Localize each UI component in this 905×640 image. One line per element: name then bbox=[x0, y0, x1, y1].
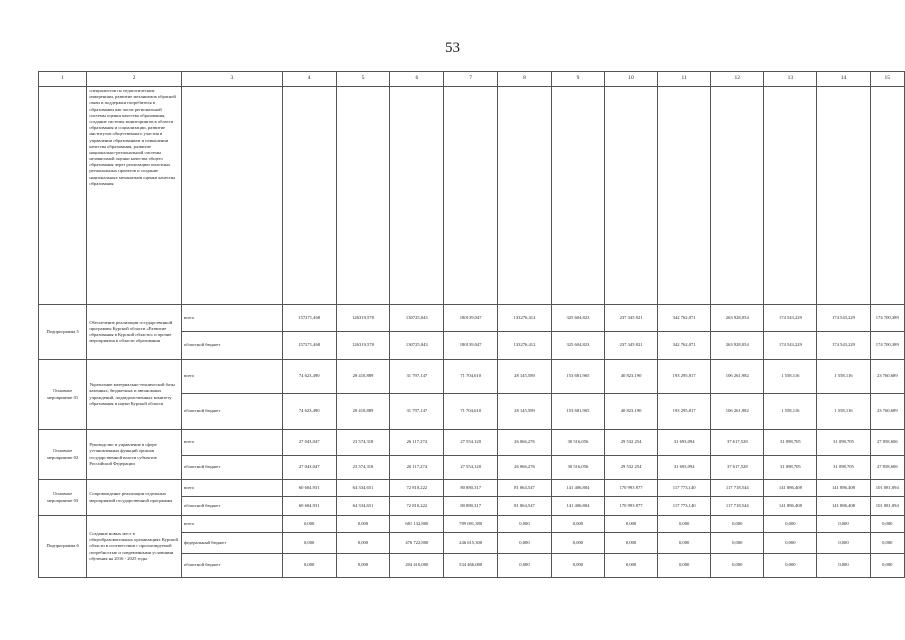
column-header: 10 bbox=[605, 72, 658, 87]
column-header: 1 bbox=[39, 72, 87, 87]
value-cell: 26 117,274 bbox=[390, 456, 444, 480]
value-cell: 170 993 877 bbox=[605, 497, 658, 516]
value-cell: 126319,578 bbox=[336, 332, 390, 360]
value-cell: 26 066,276 bbox=[498, 456, 552, 480]
value-cell: 170 993 877 bbox=[605, 480, 658, 497]
value-cell: 0,000 bbox=[764, 516, 817, 533]
value-cell: 31 098,705 bbox=[817, 456, 870, 480]
value-cell: 27 554,120 bbox=[444, 430, 498, 456]
value-cell: 246 615,300 bbox=[444, 533, 498, 554]
column-header: 11 bbox=[658, 72, 711, 87]
column-header: 2 bbox=[87, 72, 182, 87]
value-cell: 126319,578 bbox=[336, 305, 390, 332]
value-cell: 141 886,408 bbox=[817, 497, 870, 516]
value-cell: 80 880,317 bbox=[444, 480, 498, 497]
funding-source: областной бюджет bbox=[181, 394, 282, 430]
value-cell: 0,000 bbox=[870, 554, 904, 578]
value-cell: 28 410,889 bbox=[336, 360, 390, 394]
column-header: 13 bbox=[764, 72, 817, 87]
funding-source: областной бюджет bbox=[181, 456, 282, 480]
empty-cell bbox=[551, 87, 604, 305]
value-cell: 1 558,116 bbox=[764, 360, 817, 394]
value-cell: 0,000 bbox=[336, 516, 390, 533]
value-cell: 0,000 bbox=[498, 554, 552, 578]
empty-cell bbox=[39, 87, 87, 305]
value-cell: 0,000 bbox=[282, 533, 336, 554]
value-cell: 27 043,047 bbox=[282, 430, 336, 456]
table-row bbox=[39, 305, 905, 332]
funding-source: всего bbox=[181, 516, 282, 533]
empty-cell bbox=[181, 87, 282, 305]
value-cell: 26 066,276 bbox=[498, 430, 552, 456]
value-cell: 81 064,547 bbox=[498, 497, 552, 516]
budget-table bbox=[38, 71, 905, 578]
value-cell: 106 261,982 bbox=[711, 394, 764, 430]
value-cell: 130725,043 bbox=[390, 305, 444, 332]
value-cell: 174 543,229 bbox=[764, 332, 817, 360]
value-cell: 0,000 bbox=[498, 533, 552, 554]
column-header: 5 bbox=[336, 72, 390, 87]
empty-cell bbox=[444, 87, 498, 305]
column-header: 7 bbox=[444, 72, 498, 87]
value-cell: 0,000 bbox=[498, 516, 552, 533]
value-cell: 106 261,982 bbox=[711, 360, 764, 394]
empty-cell bbox=[764, 87, 817, 305]
value-cell: 117 773,140 bbox=[658, 497, 711, 516]
value-cell: 60 604,931 bbox=[282, 480, 336, 497]
program-label: Основное мероприятие 01 bbox=[39, 360, 87, 430]
value-cell: 342 762,071 bbox=[658, 332, 711, 360]
value-cell: 681 132,800 bbox=[390, 516, 444, 533]
continuation-row bbox=[39, 87, 905, 305]
value-cell: 81 064,547 bbox=[498, 480, 552, 497]
program-name: Обеспечение реализации государственной программы Курской области «Развитие образования в Курской области» и прочие мероприятия в области образования bbox=[87, 305, 182, 360]
funding-source: всего bbox=[181, 305, 282, 332]
column-header: 15 bbox=[870, 72, 904, 87]
column-header: 6 bbox=[390, 72, 444, 87]
value-cell: 237 345 821 bbox=[605, 305, 658, 332]
value-cell: 174 543,229 bbox=[817, 332, 870, 360]
empty-cell bbox=[658, 87, 711, 305]
value-cell: 0,000 bbox=[605, 554, 658, 578]
value-cell: 1 558,116 bbox=[764, 394, 817, 430]
value-cell: 0,000 bbox=[551, 533, 604, 554]
funding-source: федеральный бюджет bbox=[181, 533, 282, 554]
value-cell: 117 718,544 bbox=[711, 497, 764, 516]
value-cell: 101 081,094 bbox=[870, 497, 904, 516]
value-cell: 0,000 bbox=[817, 516, 870, 533]
empty-cell bbox=[605, 87, 658, 305]
value-cell: 0,000 bbox=[282, 554, 336, 578]
column-header: 4 bbox=[282, 72, 336, 87]
table-row bbox=[39, 360, 905, 394]
value-cell: 174 700,389 bbox=[870, 332, 904, 360]
value-cell: 29 532 254 bbox=[605, 456, 658, 480]
table-row bbox=[39, 516, 905, 533]
value-cell: 325 604,823 bbox=[551, 332, 604, 360]
value-cell: 141 886,408 bbox=[764, 480, 817, 497]
funding-source: всего bbox=[181, 480, 282, 497]
value-cell: 141 406,804 bbox=[551, 480, 604, 497]
value-cell: 0,000 bbox=[764, 533, 817, 554]
value-cell: 37 617,528 bbox=[711, 456, 764, 480]
funding-source: всего bbox=[181, 430, 282, 456]
value-cell: 157271,468 bbox=[282, 332, 336, 360]
funding-source: всего bbox=[181, 360, 282, 394]
value-cell: 60 604,931 bbox=[282, 497, 336, 516]
value-cell: 23 574,318 bbox=[336, 430, 390, 456]
value-cell: 28 145,589 bbox=[498, 394, 552, 430]
value-cell: 71 704,610 bbox=[444, 360, 498, 394]
value-cell: 263 928,054 bbox=[711, 332, 764, 360]
value-cell: 0,000 bbox=[605, 516, 658, 533]
value-cell: 31 098,705 bbox=[764, 456, 817, 480]
empty-cell bbox=[336, 87, 390, 305]
value-cell: 29 532 254 bbox=[605, 430, 658, 456]
value-cell: 30 516,056 bbox=[551, 456, 604, 480]
column-header: 14 bbox=[817, 72, 870, 87]
header-row bbox=[39, 72, 905, 87]
value-cell: 31 098,705 bbox=[764, 430, 817, 456]
value-cell: 31 797,147 bbox=[390, 394, 444, 430]
value-cell: 0,000 bbox=[551, 554, 604, 578]
value-cell: 74 623,490 bbox=[282, 394, 336, 430]
value-cell: 157271,468 bbox=[282, 305, 336, 332]
program-name: Сопровождение реализации отдельных мероприятий государственной программы bbox=[87, 480, 182, 516]
value-cell: 64 334,651 bbox=[336, 497, 390, 516]
page-number: 53 bbox=[445, 40, 460, 56]
value-cell: 193 295,817 bbox=[658, 394, 711, 430]
value-cell: 263 928,054 bbox=[711, 305, 764, 332]
value-cell: 26 117,274 bbox=[390, 430, 444, 456]
value-cell: 74 623,490 bbox=[282, 360, 336, 394]
value-cell: 237 345 821 bbox=[605, 332, 658, 360]
value-cell: 23 760,689 bbox=[870, 360, 904, 394]
value-cell: 27 043,047 bbox=[282, 456, 336, 480]
value-cell: 534 466,080 bbox=[444, 554, 498, 578]
value-cell: 0,000 bbox=[336, 533, 390, 554]
value-cell: 153 681,965 bbox=[551, 360, 604, 394]
value-cell: 28 410,889 bbox=[336, 394, 390, 430]
value-cell: 40 823,190 bbox=[605, 394, 658, 430]
value-cell: 31 797,147 bbox=[390, 360, 444, 394]
value-cell: 30 516,056 bbox=[551, 430, 604, 456]
value-cell: 40 823,190 bbox=[605, 360, 658, 394]
table-row bbox=[39, 480, 905, 497]
value-cell: 0,000 bbox=[282, 516, 336, 533]
continuation-text: специалистов по педагогическим измерениям, развитие механизмов обратной связи и поддержки потребителя в образовании как части региональной системы оценки качества образования, создание системы мониторингов в области образования и социализации, развитие институтов общественного участия в управлении образованием и повышении качества образования, развитие национально-региональной системы независимой оценки качества общего образования через реализацию пилотных региональных проектов и создание национальных механизмов оценки качества образования bbox=[87, 87, 182, 305]
value-cell: 27 858,606 bbox=[870, 456, 904, 480]
funding-source: областной бюджет bbox=[181, 332, 282, 360]
value-cell: 174 543,229 bbox=[764, 305, 817, 332]
value-cell: 31 693,094 bbox=[658, 456, 711, 480]
value-cell: 27 858,606 bbox=[870, 430, 904, 456]
funding-source: областной бюджет bbox=[181, 497, 282, 516]
value-cell: 0,000 bbox=[870, 533, 904, 554]
value-cell: 141 886,408 bbox=[817, 480, 870, 497]
value-cell: 0,000 bbox=[817, 533, 870, 554]
program-label: Подпрограмма 5 bbox=[39, 305, 87, 360]
program-label: Основное мероприятие 02 bbox=[39, 430, 87, 480]
value-cell: 204 410,000 bbox=[390, 554, 444, 578]
table-row bbox=[39, 430, 905, 456]
column-header: 3 bbox=[181, 72, 282, 87]
value-cell: 0,000 bbox=[551, 516, 604, 533]
value-cell: 0,000 bbox=[764, 554, 817, 578]
program-name: Создание новых мест в общеобразовательных организациях Курской области в соответствии с прогнозируемой потребностью и современными условиями обучения на 2016 - 2025 годы bbox=[87, 516, 182, 578]
value-cell: 72 810,222 bbox=[390, 497, 444, 516]
value-cell: 0,000 bbox=[336, 554, 390, 578]
value-cell: 23 760,689 bbox=[870, 394, 904, 430]
value-cell: 325 604,823 bbox=[551, 305, 604, 332]
value-cell: 174 543,229 bbox=[817, 305, 870, 332]
value-cell: 180139,047 bbox=[444, 305, 498, 332]
value-cell: 342 762,071 bbox=[658, 305, 711, 332]
value-cell: 31 098,705 bbox=[817, 430, 870, 456]
value-cell: 0,000 bbox=[605, 533, 658, 554]
value-cell: 0,000 bbox=[711, 533, 764, 554]
value-cell: 0,000 bbox=[817, 554, 870, 578]
program-name: Укрепление материально-технической базы казенных, бюджетных и автономных учреждений, подведомственных комитету образования и науки Курской области bbox=[87, 360, 182, 430]
value-cell: 117 718,544 bbox=[711, 480, 764, 497]
value-cell: 193 295,817 bbox=[658, 360, 711, 394]
empty-cell bbox=[711, 87, 764, 305]
value-cell: 80 880,317 bbox=[444, 497, 498, 516]
value-cell: 117 773,140 bbox=[658, 480, 711, 497]
value-cell: 1 558,116 bbox=[817, 360, 870, 394]
value-cell: 28 145,589 bbox=[498, 360, 552, 394]
value-cell: 133276,412 bbox=[498, 332, 552, 360]
value-cell: 130725,043 bbox=[390, 332, 444, 360]
value-cell: 174 700,389 bbox=[870, 305, 904, 332]
value-cell: 141 886,408 bbox=[764, 497, 817, 516]
value-cell: 180139,047 bbox=[444, 332, 498, 360]
empty-cell bbox=[870, 87, 904, 305]
value-cell: 0,000 bbox=[658, 516, 711, 533]
value-cell: 0,000 bbox=[658, 554, 711, 578]
value-cell: 1 558,116 bbox=[817, 394, 870, 430]
funding-source: областной бюджет bbox=[181, 554, 282, 578]
value-cell: 141 406,804 bbox=[551, 497, 604, 516]
value-cell: 789 081,380 bbox=[444, 516, 498, 533]
value-cell: 101 081,094 bbox=[870, 480, 904, 497]
value-cell: 23 574,318 bbox=[336, 456, 390, 480]
column-header: 8 bbox=[498, 72, 552, 87]
value-cell: 0,000 bbox=[711, 516, 764, 533]
empty-cell bbox=[390, 87, 444, 305]
value-cell: 476 722,800 bbox=[390, 533, 444, 554]
value-cell: 31 693,094 bbox=[658, 430, 711, 456]
program-name: Руководство и управление в сфере установленных функций органов государственной власти субъектов Российской Федерации bbox=[87, 430, 182, 480]
value-cell: 0,000 bbox=[658, 533, 711, 554]
column-header: 9 bbox=[551, 72, 604, 87]
value-cell: 64 334,651 bbox=[336, 480, 390, 497]
value-cell: 37 617,528 bbox=[711, 430, 764, 456]
empty-cell bbox=[498, 87, 552, 305]
value-cell: 133276,412 bbox=[498, 305, 552, 332]
value-cell: 153 681,965 bbox=[551, 394, 604, 430]
empty-cell bbox=[817, 87, 870, 305]
value-cell: 71 704,610 bbox=[444, 394, 498, 430]
value-cell: 0,000 bbox=[870, 516, 904, 533]
program-label: Подпрограмма 6 bbox=[39, 516, 87, 578]
value-cell: 27 554,120 bbox=[444, 456, 498, 480]
value-cell: 72 810,222 bbox=[390, 480, 444, 497]
empty-cell bbox=[282, 87, 336, 305]
column-header: 12 bbox=[711, 72, 764, 87]
program-label: Основное мероприятие 03 bbox=[39, 480, 87, 516]
value-cell: 0,000 bbox=[711, 554, 764, 578]
